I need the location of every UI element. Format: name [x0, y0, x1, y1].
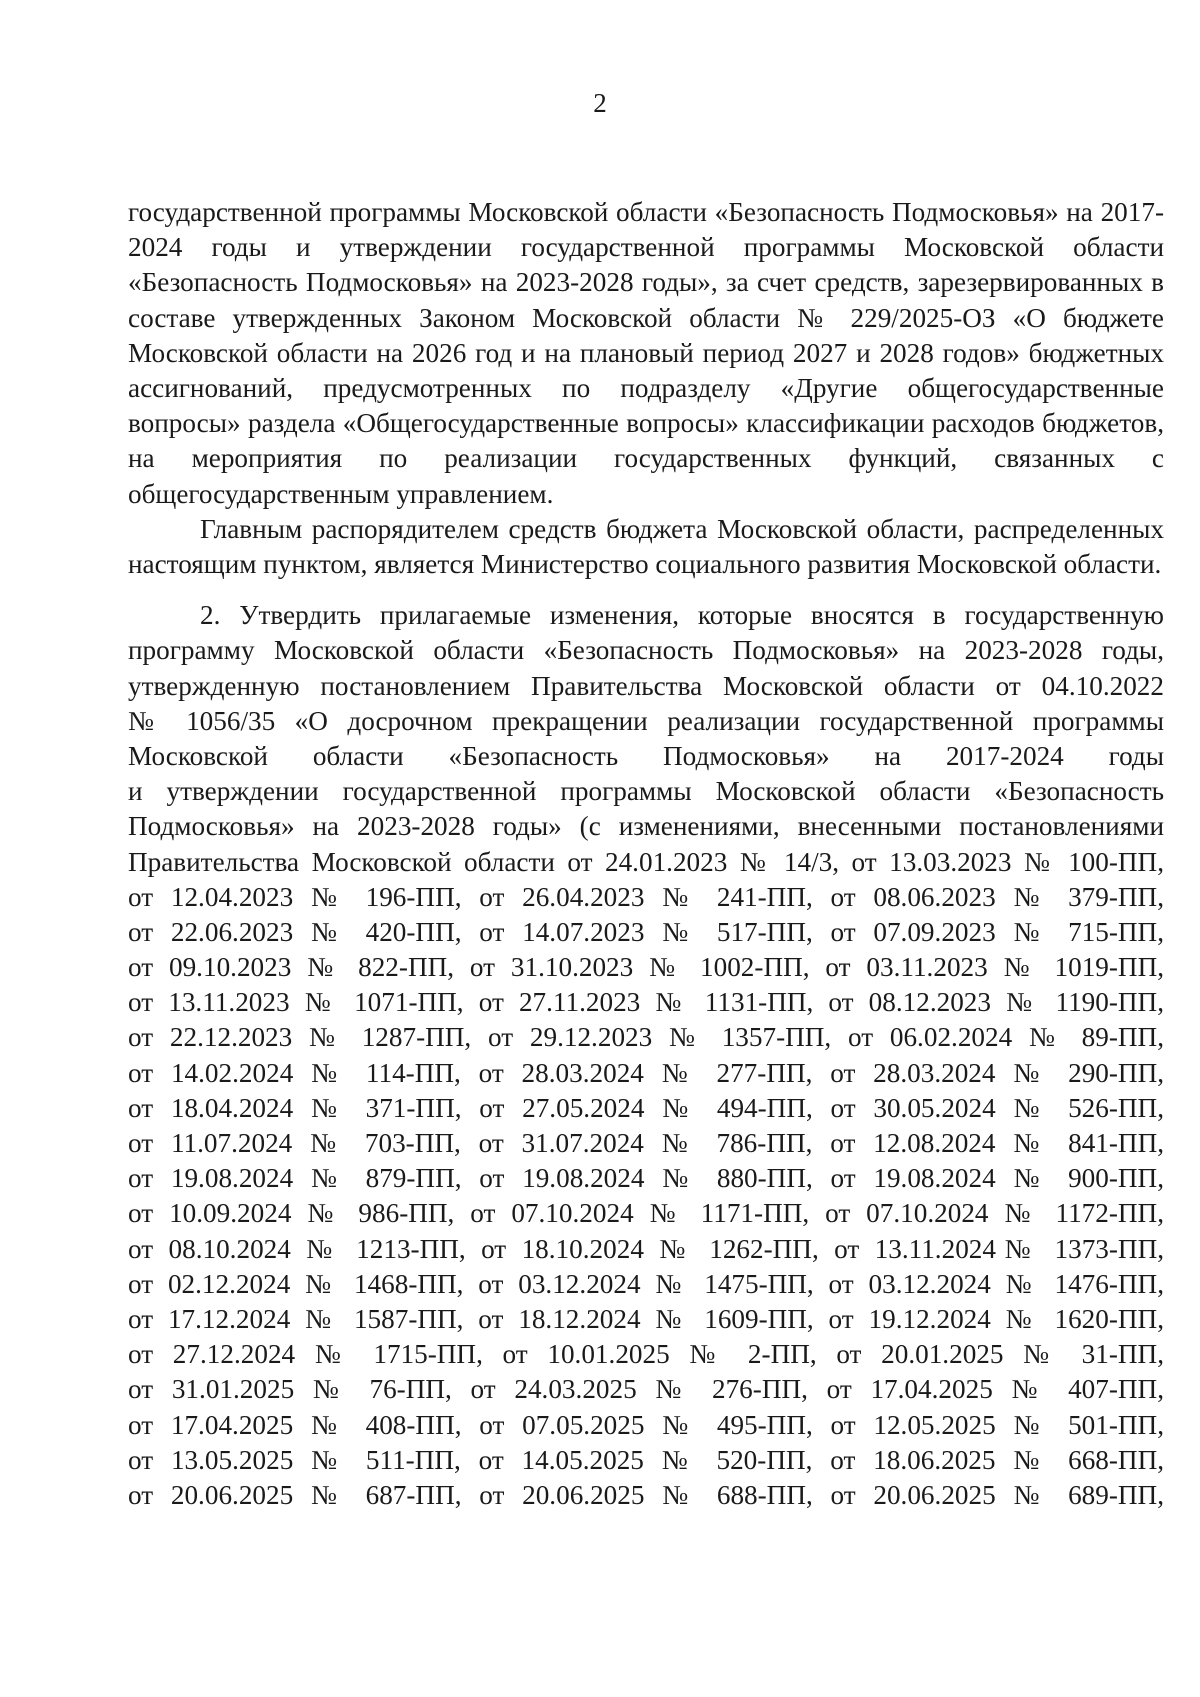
paragraph-3-line: утвержденную постановлением Правительства Московской области от 04.10.2022 — [128, 670, 1164, 701]
paragraph-3-line: от 17.04.2025 № 408-ПП, от 07.05.2025 № 495-ПП, от 12.05.2025 № 501-ПП, — [128, 1409, 1164, 1440]
paragraph-3-line: от 27.12.2024 № 1715-ПП, от 10.01.2025 № 2-ПП, от 20.01.2025 № 31-ПП, — [128, 1339, 1164, 1370]
paragraph-3-line: № 1056/35 «О досрочном прекращении реализации государственной программы — [128, 705, 1164, 736]
paragraph-3-line: от 31.01.2025 № 76-ПП, от 24.03.2025 № 276-ПП, от 17.04.2025 № 407-ПП, — [128, 1374, 1164, 1405]
paragraph-3-line: от 18.04.2024 № 371-ПП, от 27.05.2024 № 494-ПП, от 30.05.2024 № 526-ПП, — [128, 1092, 1164, 1123]
page-number: 2 — [593, 88, 607, 118]
paragraph-3-line: 2. Утвердить прилагаемые изменения, которые вносятся в государственную — [200, 600, 1164, 631]
paragraph-3-line: и утверждении государственной программы Московской области «Безопасность — [128, 776, 1164, 807]
paragraph-3-line: от 11.07.2024 № 703-ПП, от 31.07.2024 № 786-ПП, от 12.08.2024 № 841-ПП, — [128, 1128, 1164, 1159]
paragraph-3-line: от 20.06.2025 № 687-ПП, от 20.06.2025 № 688-ПП, от 20.06.2025 № 689-ПП, — [128, 1479, 1164, 1510]
paragraph-3-line: от 17.12.2024 № 1587-ПП, от 18.12.2024 № 1609-ПП, от 19.12.2024 № 1620-ПП, — [128, 1303, 1164, 1334]
paragraph-3-line: Московской области «Безопасность Подмосковья» на 2017-2024 годы — [128, 740, 1164, 771]
paragraph-3-line: от 22.12.2023 № 1287-ПП, от 29.12.2023 № 1357-ПП, от 06.02.2024 № 89-ПП, — [128, 1022, 1164, 1053]
paragraph-3-line: от 22.06.2023 № 420-ПП, от 14.07.2023 № 517-ПП, от 07.09.2023 № 715-ПП, — [128, 916, 1164, 947]
paragraph-3 — [128, 598, 1164, 1513]
paragraph-3-line: от 14.02.2024 № 114-ПП, от 28.03.2024 № 277-ПП, от 28.03.2024 № 290-ПП, — [128, 1057, 1164, 1088]
paragraph-3-line: от 13.11.2023 № 1071-ПП, от 27.11.2023 № 1131-ПП, от 08.12.2023 № 1190-ПП, — [128, 987, 1164, 1018]
paragraph-2: Главным распорядителем средств бюджета Московской области, распределенных настоящим пунктом, является Министерство социального развития Московской области. — [128, 513, 1164, 580]
document-body — [128, 195, 1164, 1513]
paragraph-3-line: Подмосковья» на 2023-2028 годы» (с изменениями, внесенными постановлениями — [128, 811, 1164, 842]
paragraph-3-line: от 19.08.2024 № 879-ПП, от 19.08.2024 № 880-ПП, от 19.08.2024 № 900-ПП, — [128, 1163, 1164, 1194]
paragraph-3-line: от 10.09.2024 № 986-ПП, от 07.10.2024 № 1171-ПП, от 07.10.2024 № 1172-ПП, — [128, 1198, 1164, 1229]
paragraph-3-line: от 09.10.2023 № 822-ПП, от 31.10.2023 № 1002-ПП, от 03.11.2023 № 1019-ПП, — [128, 952, 1164, 983]
paragraph-3-line: от 02.12.2024 № 1468-ПП, от 03.12.2024 № 1475-ПП, от 03.12.2024 № 1476-ПП, — [128, 1268, 1164, 1299]
paragraph-3-line: Правительства Московской области от 24.01.2023 № 14/3, от 13.03.2023 № 100-ПП, — [128, 846, 1164, 877]
paragraph-3-line: от 12.04.2023 № 196-ПП, от 26.04.2023 № 241-ПП, от 08.06.2023 № 379-ПП, — [128, 881, 1164, 912]
paragraph-3-line: от 13.05.2025 № 511-ПП, от 14.05.2025 № 520-ПП, от 18.06.2025 № 668-ПП, — [128, 1444, 1164, 1475]
paragraph-3-line: программу Московской области «Безопасность Подмосковья» на 2023-2028 годы, — [128, 635, 1164, 666]
paragraph-3-line: от 08.10.2024 № 1213-ПП, от 18.10.2024 № 1262-ПП, от 13.11.2024№ 1373-ПП, — [128, 1233, 1164, 1264]
paragraph-1: государственной программы Московской области «Безопасность Подмосковья» на 2017-2024 годы и утверждении государственной программы Московской области «Безопасность Подмосковья» на 2023-2028 годы», за счет средств, зарезервированных в составе утвержденных Законом Московской области № 229/2025-ОЗ «О бюджете Московской области на 2026 год и на плановый период 2027 и 2028 годов» бюджетных ассигнований, предусмотренных по подразделу «Другие общегосударственные вопросы» раздела «Общегосударственные вопросы» классификации расходов бюджетов, на мероприятия по реализации государственных функций, связанных с общегосударственным управлением. — [128, 197, 1164, 509]
